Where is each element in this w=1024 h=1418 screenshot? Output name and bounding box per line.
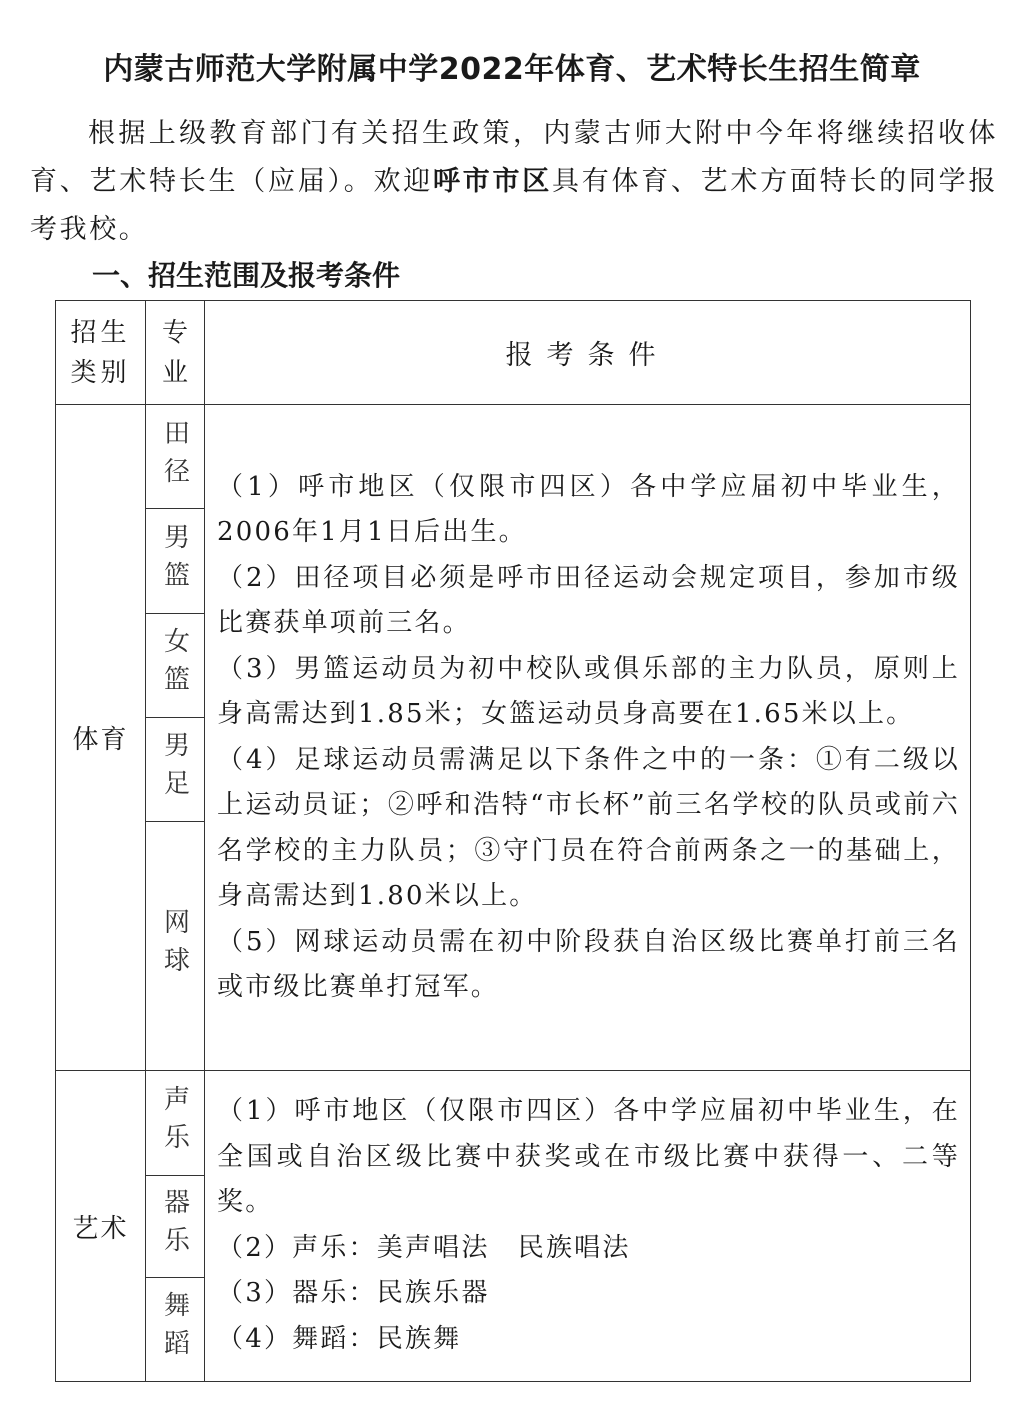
- condition-item: （1）呼市地区（仅限市四区）各中学应届初中毕业生，2006年1月1日后出生。: [217, 471, 960, 548]
- major-label: 男足: [159, 731, 190, 808]
- major-cell: [146, 1071, 205, 1175]
- header-category-line2: 类别: [70, 357, 131, 388]
- intro-paragraph: [30, 110, 998, 254]
- major-label: 女篮: [159, 627, 190, 704]
- condition-item: （3）男篮运动员为初中校队或俱乐部的主力队员，原则上身高需达到1.85米；女篮运动员身高要在1.65米以上。: [217, 653, 960, 730]
- category-sports: 体育: [56, 405, 146, 1071]
- condition-item: （2）声乐：美声唱法 民族唱法: [217, 1232, 631, 1263]
- header-major-line2: 业: [161, 357, 188, 388]
- section-heading: 一、招生范围及报考条件: [92, 259, 401, 292]
- major-cell: [146, 1277, 205, 1381]
- condition-item: （2）田径项目必须是呼市田径运动会规定项目，参加市级比赛获单项前三名。: [217, 562, 960, 639]
- condition-item: （3）器乐：民族乐器: [217, 1278, 490, 1309]
- header-conditions: 报考条件: [205, 301, 971, 405]
- admission-table: [55, 300, 971, 1382]
- category-arts: 艺术: [56, 1071, 146, 1382]
- major-label: 舞蹈: [159, 1291, 190, 1368]
- header-major-line1: 专: [161, 317, 188, 348]
- major-label: 男篮: [159, 522, 190, 599]
- major-label: 网球: [159, 908, 190, 985]
- condition-item: （1）呼市地区（仅限市四区）各中学应届初中毕业生，在全国或自治区级比赛中获奖或在市级比赛中获得一、二等奖。: [217, 1096, 960, 1218]
- header-category: [56, 301, 146, 405]
- major-cell: [146, 613, 205, 717]
- major-cell: [146, 821, 205, 1070]
- intro-text-end: 具有体育、艺术方面特长的同学报考我校。: [30, 166, 999, 245]
- major-label: 声乐: [159, 1084, 190, 1161]
- major-cell: [146, 405, 205, 509]
- table-header-row: [56, 301, 971, 405]
- condition-item: （4）舞蹈：民族舞: [217, 1323, 462, 1354]
- document-title: 内蒙古师范大学附属中学2022年体育、艺术特长生招生简章: [103, 52, 921, 87]
- table-row: [56, 1071, 971, 1175]
- intro-emphasis: 呼市市区: [432, 166, 552, 197]
- major-label: 器乐: [159, 1188, 190, 1265]
- condition-item: （4）足球运动员需满足以下条件之中的一条：①有二级以上运动员证；②呼和浩特“市长杯”前三名学校的队员或前六名学校的主力队员；③守门员在符合前两条之一的基础上，身高需达到1.80米以上。: [217, 744, 960, 912]
- major-cell: [146, 1175, 205, 1277]
- condition-item: （5）网球运动员需在初中阶段获自治区级比赛单打前三名或市级比赛单打冠军。: [217, 926, 960, 1003]
- header-category-line1: 招生: [70, 317, 131, 348]
- sports-conditions: [205, 405, 971, 1071]
- intro-text: 根据上级教育部门有关招生政策，内蒙古师大附中今年将继续招收体育、艺术特长生（应届）。欢迎: [30, 118, 998, 197]
- header-major: [146, 301, 205, 405]
- major-label: 田径: [159, 418, 190, 495]
- major-cell: [146, 509, 205, 613]
- arts-conditions: [205, 1071, 971, 1382]
- major-cell: [146, 717, 205, 821]
- table-row: [56, 405, 971, 509]
